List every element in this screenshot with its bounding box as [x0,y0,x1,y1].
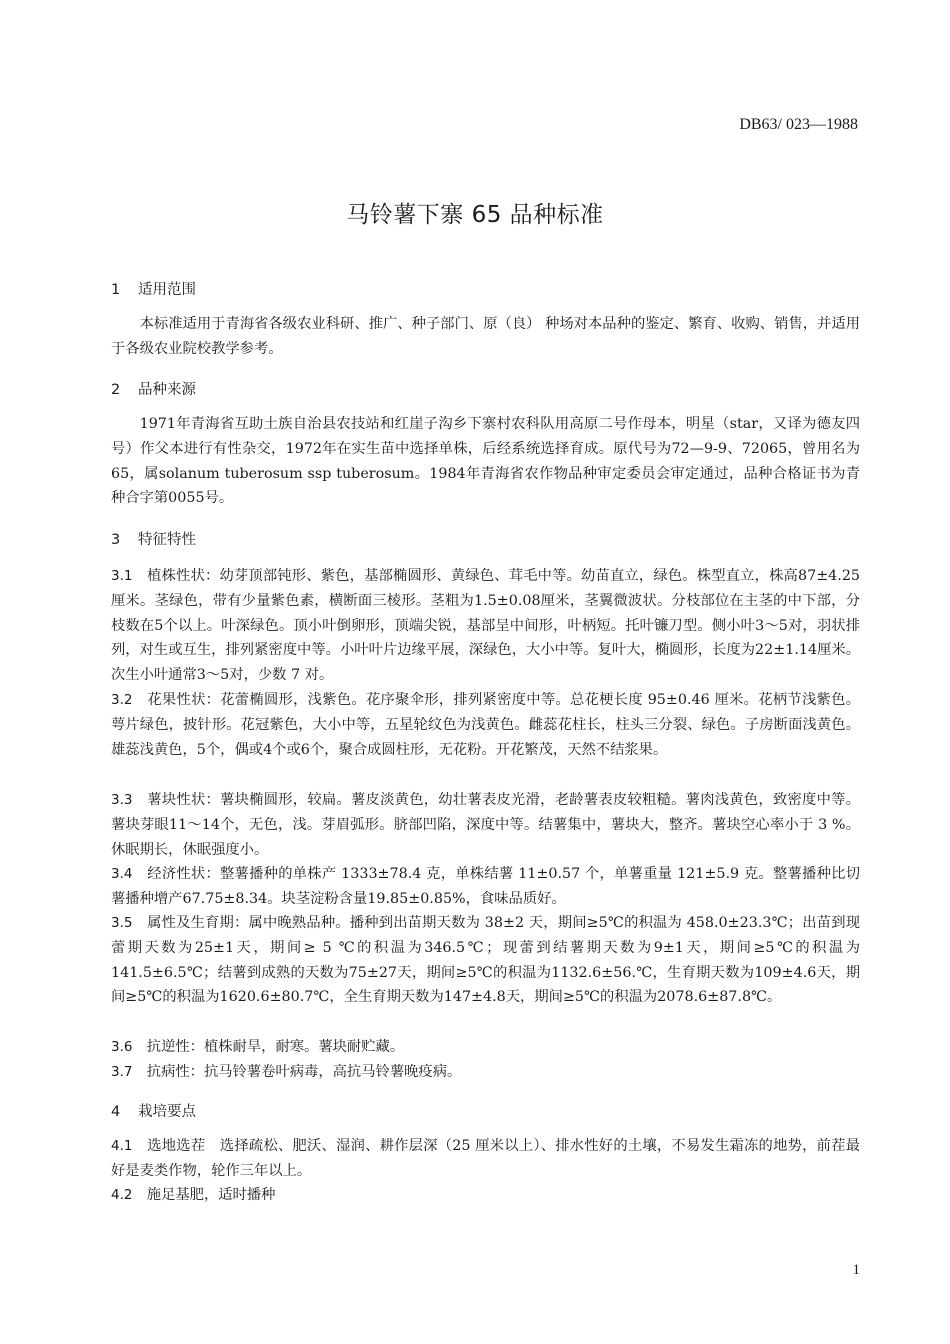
section-body-2: 1971年青海省互助土族自治县农技站和红崖子沟乡下寨村农科队用高原二号作母本，明星（star，又译为德友四号）作父本进行有性杂交，1972年在实生苗中选择单株，后经系统选择育成。原代号为72—9-9、72065，曾用名为65，属solanum tuberosum ssp tuberosum。1984年青海省农作物品种审定委员会审定通过，品种合格证书为青种合字第0055号。 [111,416,860,507]
clause-text: 抗逆性：植株耐旱，耐寒。薯块耐贮藏。 [146,1039,405,1055]
clause-number: 4.1 [111,1138,133,1154]
clause-text: 选地选茬 选择疏松、肥沃、湿润、耕作层深（25 厘米以上）、排水性好的土壤，不易发生霜冻的地势，前茬最好是麦类作物，轮作三年以上。 [111,1138,861,1179]
clause-number: 3.6 [111,1039,133,1055]
clause-text: 植株性状：幼芽顶部钝形、紫色，基部椭圆形、黄绿色、茸毛中等。幼苗直立，绿色。株型直立，株高87±4.25厘米。茎绿色，带有少量紫色素，横断面三棱形。茎粗为1.5±0.08厘米，茎翼微波状。分枝部位在主茎的中下部，分枝数在5个以上。叶深绿色。顶小叶倒卵形，顶端尖锐，基部呈中间形，叶柄短。托叶镰刀型。侧小叶3～5对，羽状排列，对生或互生，排列紧密度中等。小叶叶片边缘平展，深绿色，大小中等。复叶大，椭圆形，长度为22±1.14厘米。次生小叶通常3～5对，少数 7 对。 [111,568,861,684]
clause-number: 3.1 [111,568,133,584]
document-code: DB63/ 023—1988 [739,116,858,133]
clause-text: 薯块性状：薯块椭圆形，较扁。薯皮淡黄色，幼壮薯表皮光滑，老龄薯表皮较粗糙。薯肉浅黄色，致密度中等。薯块芽眼11～14个，无色，浅。芽眉弧形。脐部凹陷，深度中等。结薯集中，薯块大，整齐。薯块空心率小于 3 %。休眠期长，休眠强度小。 [111,792,861,858]
page-title: 马铃薯下寨 65 品种标准 [346,202,604,228]
clause-text: 属性及生育期：属中晚熟品种。播种到出苗期天数为 38±2 天，期间≥5℃的积温为 458.0±23.3℃；出苗到现蕾期天数为25±1天，期间≥ 5 ℃的积温为346.5℃；现蕾到结薯期天数为9±1天，期间≥5℃的积温为141.5±6.5℃；结薯到成熟的天数为75±27天，期间≥5℃的积温为1132.6±56.℃，生育期天数为109±4.6天，期间≥5℃的积温为1620.6±80.7℃，全生育期天数为147±4.8天，期间≥5℃的积温为2078.6±87.8℃。 [111,915,861,1006]
clause-number: 4.2 [111,1187,133,1203]
section-title: 栽培要点 [138,1104,196,1120]
section-number: 1 [111,282,121,298]
section-title: 特征特性 [138,532,196,548]
clause-3-2 [111,688,860,762]
clause-3-4 [111,862,860,912]
clause-number: 3.5 [111,915,133,931]
clause-3-3 [111,788,860,862]
section-heading-3 [111,528,196,549]
clause-3-7 [111,1060,860,1085]
clause-4-2 [111,1183,860,1208]
clause-4-1 [111,1134,860,1184]
clause-text: 抗病性：抗马铃薯卷叶病毒，高抗马铃薯晚疫病。 [146,1064,462,1080]
clause-3-5 [111,911,860,1010]
section-heading-4 [111,1100,196,1121]
section-number: 2 [111,382,121,398]
clause-number: 3.7 [111,1064,133,1080]
section-title: 适用范围 [138,282,196,298]
section-body-1: 本标准适用于青海省各级农业科研、推广、种子部门、原（良） 种场对本品种的鉴定、繁育、收购、销售，并适用于各级农业院校教学参考。 [111,316,860,357]
clause-3-6 [111,1035,860,1060]
clause-text: 经济性状：整薯播种的单株产 1333±78.4 克，单株结薯 11±0.57 个，单薯重量 121±5.9 克。整薯播种比切薯播种增产67.75±8.34。块茎淀粉含量19.85±0.85%，食味品质好。 [111,866,860,907]
clause-number: 3.3 [111,792,133,808]
section-heading-1 [111,278,196,299]
clause-number: 3.4 [111,866,133,882]
section-number: 3 [111,532,121,548]
section-heading-2 [111,378,196,399]
section-title: 品种来源 [138,382,196,398]
clause-3-1 [111,564,860,688]
page-number: 1 [852,1262,860,1278]
section-number: 4 [111,1104,121,1120]
clause-number: 3.2 [111,692,133,708]
clause-text: 花果性状：花蕾椭圆形，浅紫色。花序聚伞形，排列紧密度中等。总花梗长度 95±0.46 厘米。花柄节浅紫色。萼片绿色，披针形。花冠紫色，大小中等，五星轮纹色为浅黄色。雌蕊花柱长，柱头三分裂、绿色。子房断面浅黄色。雄蕊浅黄色，5个，偶或4个或6个，聚合成圆柱形，无花粉。开花繁茂，天然不结浆果。 [111,692,861,758]
clause-text: 施足基肥，适时播种 [146,1187,276,1203]
